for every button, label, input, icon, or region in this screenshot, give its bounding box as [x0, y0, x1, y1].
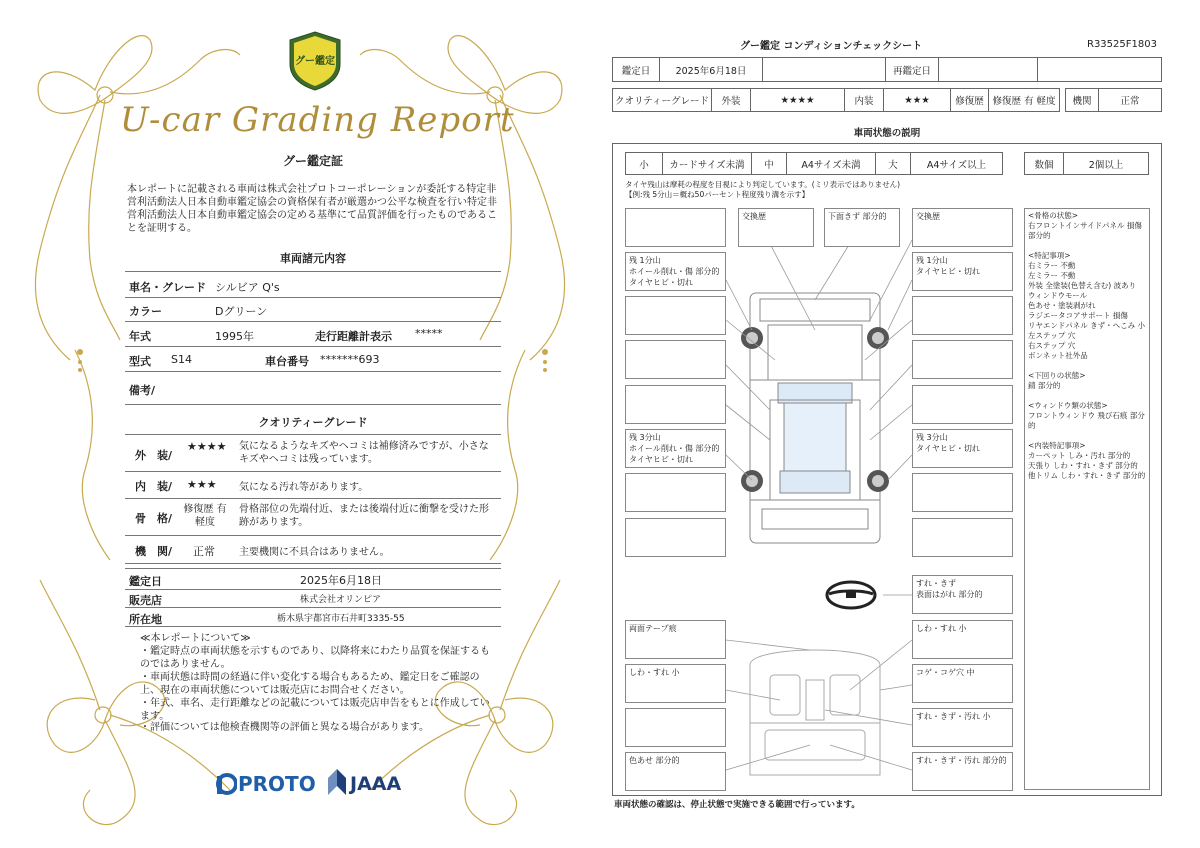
grade-engine-value: 正常	[1098, 88, 1162, 112]
spec-remarks-label: 備考/	[129, 384, 156, 397]
grade-frame-value: 修復歴 有 軽度	[988, 88, 1060, 112]
date-value: 2025年6月18日	[659, 57, 763, 82]
quality-frame-label: 骨 格/	[135, 512, 173, 525]
cond-box-interior-left-1: 両面テープ痕	[625, 620, 726, 659]
quality-section-title: クオリティーグレード	[258, 416, 368, 429]
cond-box-right-3	[912, 385, 1013, 424]
cond-box-left-5	[625, 518, 726, 557]
script-title: U-car Grading Report	[120, 100, 515, 140]
certificate-title: グー鑑定証	[282, 154, 343, 168]
size-small-label: 小	[625, 152, 663, 175]
report-id: R33525F1803	[1087, 39, 1157, 50]
info-date-label: 鑑定日	[129, 575, 162, 588]
cond-box-steering: すれ・きず 表面はがれ 部分的	[912, 575, 1013, 614]
quality-row-interior	[125, 471, 501, 499]
date-label: 鑑定日	[612, 57, 660, 82]
size-medium-value: A4サイズ未満	[786, 152, 876, 175]
size-medium-label: 中	[751, 152, 787, 175]
cond-box-left-4	[625, 473, 726, 512]
note-item: ・評価については他検査機関等の評価と異なる場合があります。	[140, 722, 429, 733]
quality-interior-label: 内 装/	[135, 480, 173, 493]
count-value: 2個以上	[1063, 152, 1149, 175]
info-row-address	[125, 608, 501, 627]
cond-box-top-1: 交換歴	[738, 208, 814, 247]
cond-box-left-3	[625, 385, 726, 424]
cond-box-right-4	[912, 473, 1013, 512]
spec-color-label: カラー	[129, 305, 162, 318]
cond-box-top-3: 交換歴	[912, 208, 1013, 247]
cond-box-left-2	[625, 340, 726, 379]
info-row-date	[125, 568, 501, 590]
quality-exterior-label: 外 装/	[135, 449, 173, 462]
quality-engine-label: 機 関/	[135, 545, 173, 558]
cond-box-right-5	[912, 518, 1013, 557]
cond-box-right-1	[912, 296, 1013, 335]
redate-label: 再鑑定日	[885, 57, 939, 82]
spec-row-remarks	[125, 372, 501, 405]
spec-color-value: Dグリーン	[215, 305, 268, 318]
size-small-value: カードサイズ未満	[662, 152, 752, 175]
info-address-label: 所在地	[129, 613, 162, 626]
cond-box-interior-right-3: すれ・きず・汚れ 小	[912, 708, 1013, 747]
notes-title: ≪本レポートについて≫	[140, 633, 251, 644]
quality-interior-stars: ★★★	[187, 478, 217, 491]
grade-engine-label: 機関	[1065, 88, 1099, 112]
quality-interior-text: 気になる汚れ等があります。	[239, 482, 369, 493]
info-address-value: 栃木県宇都宮市石井町3335-55	[277, 614, 405, 624]
quality-engine-text: 主要機関に不具合はありません。	[239, 547, 390, 558]
spec-row-model	[125, 347, 501, 372]
grade-int-label: 内装	[844, 88, 884, 112]
cond-box-interior-right-1: しわ・すれ 小	[912, 620, 1013, 659]
cond-box-front-left-upper	[625, 208, 726, 247]
certificate-intro: 本レポートに記載される車両は株式会社プロトコーポレーションが委託する特定非営利活動法人日本自動車鑑定協会の資格保有者が厳選かつ公平な検査を行い特定非営利活動法人日本自動車鑑定協会の定める基準にて品質評価を行ったものであることを証明する。	[127, 184, 497, 234]
spec-name-label: 車名・グレード	[129, 281, 206, 294]
cond-box-front-left-tire: 残 1分山 ホイール削れ・傷 部分的 タイヤヒビ・切れ	[625, 252, 726, 291]
spec-year-value: 1995年	[215, 330, 254, 343]
quality-frame-text: 骨格部位の先端付近、または後端付近に衝撃を受けた形跡があります。	[239, 504, 489, 528]
proto-logo-text: PROTO	[238, 772, 316, 796]
quality-row-exterior	[125, 434, 501, 472]
quality-engine-value: 正常	[193, 545, 215, 558]
cond-box-right-2	[912, 340, 1013, 379]
cond-box-front-right-tire: 残 1分山 タイヤヒビ・切れ	[912, 252, 1013, 291]
cond-box-interior-left-2: しわ・すれ 小	[625, 664, 726, 703]
badge-text: グー鑑定	[295, 56, 335, 67]
grade-ext-label: 外装	[711, 88, 751, 112]
info-shop-label: 販売店	[129, 594, 162, 607]
tire-note-2: 【例:残 5分山＝概ね50パーセント程度残り溝を示す】	[625, 190, 810, 199]
note-item: ・年式、車名、走行距離などの記載については販売店申告をもとに作成しています。	[140, 698, 490, 722]
grade-row-label: クオリティーグレード	[612, 88, 712, 112]
note-item: ・車両状態は時間の経過に伴い変化する場合もあるため、鑑定日をご確認の上、現在の車両状態については販売店にお問合せください。	[140, 672, 480, 696]
count-label: 数個	[1024, 152, 1064, 175]
spec-row-year	[125, 322, 501, 347]
condition-notes-panel: <骨格の状態> 右フロントインサイドパネル 損傷 部分的 <特記事項> 右ミラー 不動 左ミラー 不動 外装 全塗装(色替え含む) 波あり ウィンドウモール 色あせ・塗装剥がれ ラジエータコアサポート 損傷 リヤエンドパネル きず・へこみ 小 左ステップ 穴 右ステップ 穴 ボンネット社外品 <下回りの状態> 錆 部分的 <ウィンドウ類の状態> フロントウィンドウ 飛び石痕 部分的 <内装特記事項> カーペット しみ・汚れ 部分的 天張り しわ・すれ・きず 部分的 他トリム しわ・すれ・きず 部分的	[1024, 208, 1150, 790]
spec-chassis-value: *******693	[320, 353, 380, 366]
spec-section-title: 車両諸元内容	[280, 252, 346, 265]
spec-name-value: シルビア Q's	[215, 281, 280, 294]
proto-logo-icon	[215, 772, 237, 796]
condition-section-title: 車両状態の説明	[612, 120, 1162, 144]
quality-row-frame	[125, 499, 501, 536]
sheet-footer: 車両状態の確認は、停止状態で実施できる範囲で行っています。	[614, 800, 860, 810]
condition-check-sheet	[600, 0, 1200, 848]
grade-frame-label: 修復歴	[950, 88, 989, 112]
info-row-shop	[125, 589, 501, 608]
tire-note-1: タイヤ残山は摩耗の程度を目視により判定しています。(ミリ表示ではありません)	[625, 180, 901, 189]
info-date-value: 2025年6月18日	[300, 574, 382, 587]
grade-ext-value: ★★★★	[750, 88, 845, 112]
spec-mileage-label: 走行距離計表示	[315, 330, 392, 343]
cond-box-interior-right-2: コゲ・コゲ穴 中	[912, 664, 1013, 703]
note-item: ・鑑定時点の車両状態を示すものであり、以降将来にわたり品質を保証するものではありません。	[140, 646, 490, 670]
info-shop-value: 株式会社オリンピア	[300, 595, 382, 605]
size-large-value: A4サイズ以上	[910, 152, 1003, 175]
cond-box-left-1	[625, 296, 726, 335]
cond-box-interior-left-3	[625, 708, 726, 747]
cond-box-rear-left-tire: 残 3分山 ホイール削れ・傷 部分的 タイヤヒビ・切れ	[625, 429, 726, 468]
jaaa-logo-icon	[327, 768, 347, 796]
quality-exterior-text: 気になるようなキズやヘコミは補修済みですが、小さなキズやヘコミは残っています。	[239, 441, 489, 465]
grade-int-value: ★★★	[883, 88, 951, 112]
sheet-title: グー鑑定 コンディションチェックシート	[740, 41, 923, 52]
spec-model-value: S14	[171, 353, 192, 366]
spec-chassis-label: 車台番号	[265, 355, 309, 368]
quality-exterior-stars: ★★★★	[187, 440, 227, 453]
cond-box-rear-right-tire: 残 3分山 タイヤヒビ・切れ	[912, 429, 1013, 468]
spec-mileage-value: *****	[415, 327, 443, 340]
spec-year-label: 年式	[129, 330, 151, 343]
jaaa-logo-text: JAAA	[350, 773, 402, 795]
size-large-label: 大	[875, 152, 911, 175]
spec-row-color	[125, 297, 501, 322]
steering-wheel-icon	[825, 580, 877, 610]
quality-row-engine	[125, 536, 501, 564]
quality-frame-value: 修復歴 有 軽度	[183, 504, 227, 528]
cond-box-interior-left-4: 色あせ 部分的	[625, 752, 726, 791]
spec-row-name	[125, 271, 501, 298]
car-interior-diagram	[740, 635, 890, 785]
spec-model-label: 型式	[129, 355, 151, 368]
cond-box-interior-right-4: すれ・きず・汚れ 部分的	[912, 752, 1013, 791]
cond-box-top-2: 下面きず 部分的	[824, 208, 900, 247]
